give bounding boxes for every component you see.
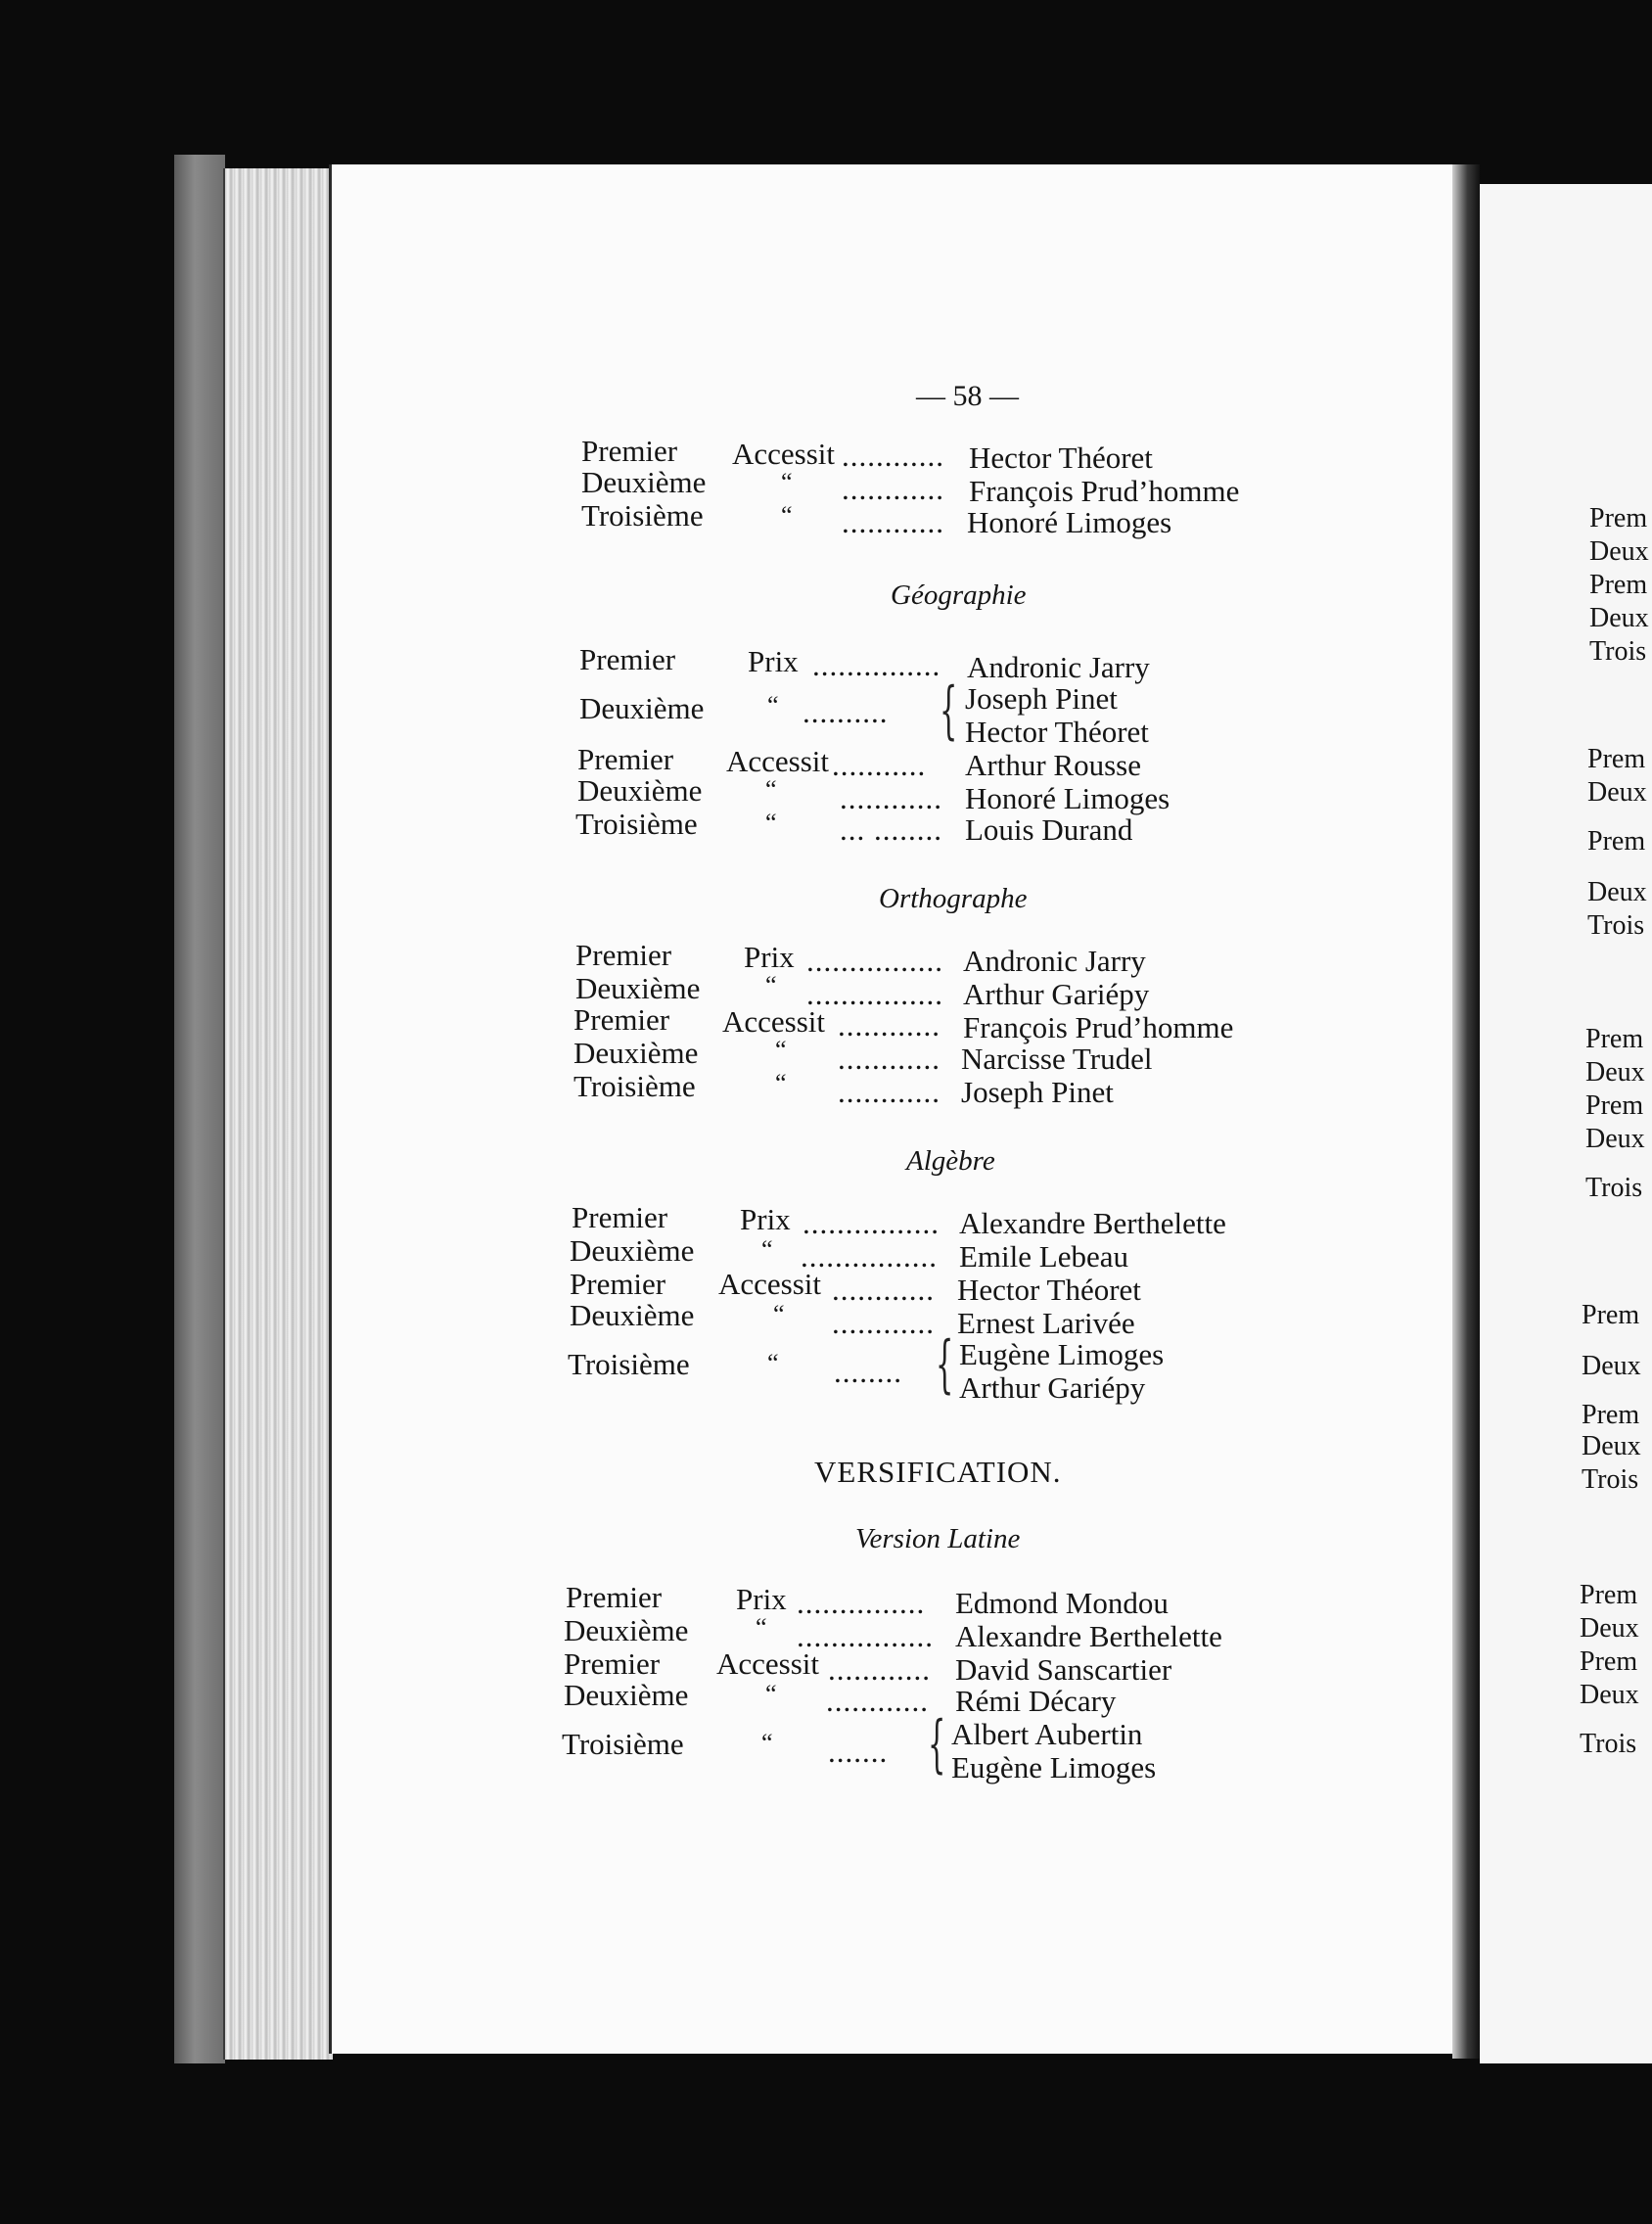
row-name: Hector Théoret xyxy=(965,715,1149,749)
row-kind: “ xyxy=(781,501,793,530)
row-kind: “ xyxy=(775,1036,787,1064)
row-ord: Premier xyxy=(566,1580,663,1614)
row-dots: ............ xyxy=(826,1684,929,1718)
row-kind: Accessit xyxy=(726,744,830,778)
row-dots: ........ xyxy=(834,1355,902,1389)
row-name: Ernest Larivée xyxy=(957,1306,1135,1340)
brace: { xyxy=(928,1708,946,1781)
row-ord: Premier xyxy=(581,434,678,468)
fragment: Trois xyxy=(1585,1173,1643,1203)
fragment: Prem xyxy=(1580,1580,1638,1610)
row-kind: “ xyxy=(767,1349,779,1377)
row-dots: ............... xyxy=(797,1586,926,1620)
row-ord: Troisième xyxy=(575,807,698,841)
row-dots: ................ xyxy=(806,944,943,978)
row-kind: “ xyxy=(765,775,777,804)
fragment: Deux xyxy=(1585,1057,1645,1088)
row-name: Louis Durand xyxy=(965,812,1133,847)
row-name: Arthur Gariépy xyxy=(963,977,1150,1011)
row-kind: “ xyxy=(756,1613,767,1642)
fragment: Trois xyxy=(1580,1729,1637,1759)
fragment: Trois xyxy=(1587,910,1645,941)
row-dots: ................ xyxy=(797,1619,934,1653)
row-ord: Deuxième xyxy=(581,465,707,499)
row-name: Arthur Rousse xyxy=(965,748,1141,782)
row-name: Alexandre Berthelette xyxy=(955,1619,1222,1653)
row-kind: Accessit xyxy=(732,437,836,471)
row-kind: “ xyxy=(765,1680,777,1708)
row-dots: ............ xyxy=(838,1042,941,1076)
row-dots: ................ xyxy=(806,977,943,1011)
section-title-orthographe: Orthographe xyxy=(879,883,1028,914)
row-dots: .......... xyxy=(803,695,889,729)
row-name: Honoré Limoges xyxy=(965,781,1170,815)
row-kind: “ xyxy=(761,1235,773,1264)
fragment: Prem xyxy=(1580,1646,1638,1677)
row-name: Alexandre Berthelette xyxy=(959,1206,1226,1240)
row-name: Joseph Pinet xyxy=(965,681,1118,716)
row-name: Emile Lebeau xyxy=(959,1239,1128,1274)
row-dots: ................ xyxy=(803,1206,940,1240)
fragment: Deux xyxy=(1585,1124,1645,1154)
fragment: Deux xyxy=(1587,777,1647,808)
row-name: Andronic Jarry xyxy=(967,650,1150,684)
row-ord: Premier xyxy=(577,742,674,776)
row-kind: Accessit xyxy=(718,1267,822,1301)
row-name: Edmond Mondou xyxy=(955,1586,1169,1620)
row-kind: Prix xyxy=(744,940,795,974)
row-kind: “ xyxy=(773,1300,785,1328)
row-dots: ............ xyxy=(832,1273,935,1307)
row-ord: Deuxième xyxy=(564,1613,689,1647)
fragment: Prem xyxy=(1585,1090,1644,1121)
fragment: Prem xyxy=(1589,570,1648,600)
row-name: François Prud’homme xyxy=(963,1010,1234,1044)
row-name: Albert Aubertin xyxy=(951,1717,1143,1751)
row-ord: Deuxième xyxy=(570,1298,695,1332)
row-kind: Accessit xyxy=(716,1646,820,1681)
row-name: Hector Théoret xyxy=(969,440,1153,475)
row-kind: “ xyxy=(765,809,777,837)
row-ord: Deuxième xyxy=(574,1036,699,1070)
row-kind: “ xyxy=(765,971,777,999)
row-dots: ............ xyxy=(832,1306,935,1340)
fragment: Deux xyxy=(1580,1613,1639,1644)
row-dots: ............ xyxy=(828,1652,931,1687)
page-stack xyxy=(223,168,333,2060)
row-kind: “ xyxy=(767,691,779,719)
row-name: Eugène Limoges xyxy=(959,1337,1165,1371)
row-name: Rémi Décary xyxy=(955,1684,1117,1718)
brace: { xyxy=(936,1328,954,1401)
fragment: Prem xyxy=(1589,503,1648,533)
row-ord: Premier xyxy=(564,1646,661,1681)
row-name: Eugène Limoges xyxy=(951,1750,1157,1784)
row-name: Hector Théoret xyxy=(957,1273,1141,1307)
fragment: Deux xyxy=(1582,1431,1641,1461)
fragment: Prem xyxy=(1587,826,1646,857)
row-dots: ............ xyxy=(840,781,942,815)
fragment: Prem xyxy=(1582,1300,1640,1330)
fragment: Deux xyxy=(1589,603,1649,633)
row-dots: ... ........ xyxy=(840,812,942,847)
row-name: Arthur Gariépy xyxy=(959,1370,1146,1405)
row-dots: ............ xyxy=(842,472,944,506)
row-kind: Prix xyxy=(736,1582,787,1616)
row-ord: Troisième xyxy=(574,1069,696,1103)
row-dots: ............ xyxy=(842,505,944,539)
row-ord: Premier xyxy=(572,1200,668,1234)
row-name: Narcisse Trudel xyxy=(961,1042,1153,1076)
row-dots: ........... xyxy=(832,748,927,782)
row-dots: ....... xyxy=(828,1735,889,1769)
row-ord: Premier xyxy=(574,1002,670,1037)
row-dots: ............ xyxy=(838,1008,941,1042)
fragment: Deux xyxy=(1580,1680,1639,1710)
fragment: Trois xyxy=(1582,1464,1639,1495)
row-dots: ............ xyxy=(838,1075,941,1109)
fragment: Deux xyxy=(1587,877,1647,907)
page-number: — 58 — xyxy=(916,380,1019,412)
row-name: David Sanscartier xyxy=(955,1652,1172,1687)
row-dots: ............... xyxy=(812,648,941,682)
brace: { xyxy=(940,674,958,747)
row-name: Andronic Jarry xyxy=(963,944,1146,978)
book-edge xyxy=(174,155,225,2063)
section-title-versification: VERSIFICATION. xyxy=(814,1455,1062,1489)
row-ord: Deuxième xyxy=(575,971,701,1005)
fragment: Prem xyxy=(1587,744,1646,774)
book-gutter xyxy=(1452,164,1480,2059)
row-ord: Premier xyxy=(575,938,672,972)
section-title-geographie: Géographie xyxy=(891,579,1027,611)
fragment: Trois xyxy=(1589,636,1647,667)
row-dots: ............ xyxy=(842,439,944,473)
row-ord: Troisième xyxy=(568,1347,690,1381)
row-ord: Deuxième xyxy=(579,691,705,725)
row-ord: Troisième xyxy=(581,498,704,533)
row-name: Joseph Pinet xyxy=(961,1075,1114,1109)
section-subtitle-version-latine: Version Latine xyxy=(855,1523,1021,1554)
row-kind: “ xyxy=(781,468,793,496)
row-ord: Premier xyxy=(579,642,676,676)
row-kind: Prix xyxy=(748,644,799,678)
row-kind: “ xyxy=(761,1729,773,1757)
fragment: Prem xyxy=(1585,1024,1644,1054)
row-name: Honoré Limoges xyxy=(967,505,1172,539)
row-ord: Troisième xyxy=(562,1727,684,1761)
fragment: Prem xyxy=(1582,1400,1640,1430)
row-kind: Accessit xyxy=(722,1004,826,1039)
row-ord: Deuxième xyxy=(564,1678,689,1712)
row-ord: Deuxième xyxy=(577,773,703,808)
fragment: Deux xyxy=(1589,536,1649,567)
row-ord: Premier xyxy=(570,1267,666,1301)
row-kind: Prix xyxy=(740,1202,791,1236)
row-dots: ................ xyxy=(801,1239,938,1274)
row-ord: Deuxième xyxy=(570,1233,695,1268)
row-name: François Prud’homme xyxy=(969,474,1240,508)
fragment: Deux xyxy=(1582,1351,1641,1381)
section-title-algebre: Algèbre xyxy=(906,1145,995,1177)
row-kind: “ xyxy=(775,1069,787,1097)
